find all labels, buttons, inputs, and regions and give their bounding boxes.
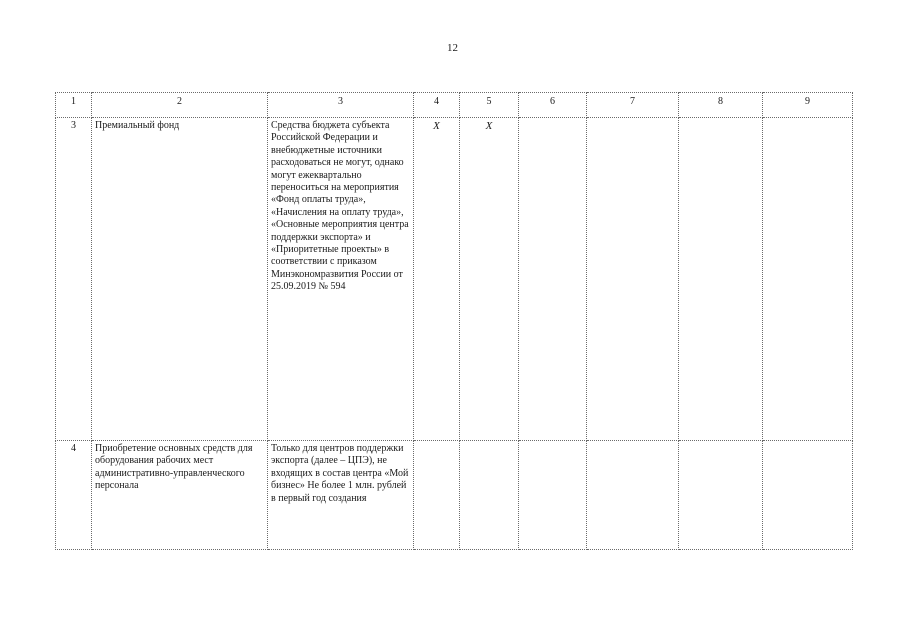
expense-name: Премиальный фонд — [92, 118, 268, 441]
table-row — [56, 118, 853, 441]
cell-col-7 — [587, 441, 679, 550]
column-header-6: 6 — [519, 93, 587, 118]
row-number: 4 — [56, 441, 92, 550]
cell-col-9 — [763, 441, 853, 550]
cell-col-8 — [679, 118, 763, 441]
cell-col-5: X — [460, 118, 519, 441]
cell-col-9 — [763, 118, 853, 441]
column-header-5: 5 — [460, 93, 519, 118]
expense-description: Только для центров поддержки экспорта (далее – ЦПЭ), не входящих в состав центра «Мой бизнес» Не более 1 млн. рублей в первый год создания — [268, 441, 414, 550]
column-header-7: 7 — [587, 93, 679, 118]
expense-table — [55, 92, 853, 550]
table-row — [56, 441, 853, 550]
column-header-8: 8 — [679, 93, 763, 118]
expense-description: Средства бюджета субъекта Российской Федерации и внебюджетные источники расходоваться не могут, однако могут ежеквартально переноситься на мероприятия «Фонд оплаты труда», «Начисления на оплату труда», «Основные мероприятия центра поддержки экспорта» и «Приоритетные проекты» в соответствии с приказом Минэкономразвития России от 25.09.2019 № 594 — [268, 118, 414, 441]
page-number: 12 — [447, 42, 458, 54]
column-header-9: 9 — [763, 93, 853, 118]
cell-col-4 — [414, 441, 460, 550]
column-header-2: 2 — [92, 93, 268, 118]
cell-col-8 — [679, 441, 763, 550]
cell-col-6 — [519, 441, 587, 550]
expense-name: Приобретение основных средств для оборудования рабочих мест административно-управленческого персонала — [92, 441, 268, 550]
column-header-1: 1 — [56, 93, 92, 118]
row-number: 3 — [56, 118, 92, 441]
column-header-4: 4 — [414, 93, 460, 118]
cell-col-5 — [460, 441, 519, 550]
cell-col-7 — [587, 118, 679, 441]
cell-col-6 — [519, 118, 587, 441]
cell-col-4: X — [414, 118, 460, 441]
table-header-row — [56, 93, 853, 118]
column-header-3: 3 — [268, 93, 414, 118]
